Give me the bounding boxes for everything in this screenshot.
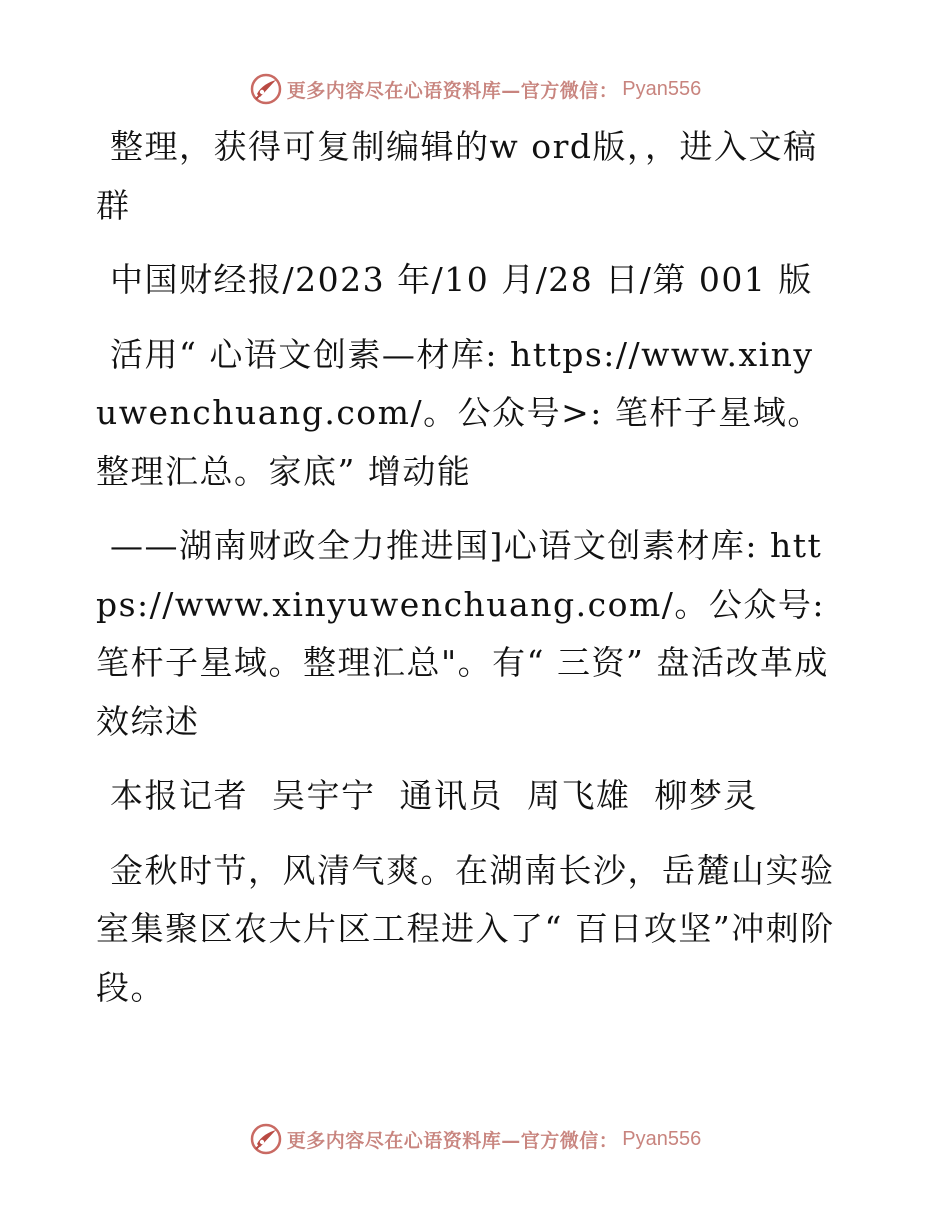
watermark-text: 更多内容尽在心语资料库—官方微信： <box>286 79 619 102</box>
pen-logo-icon <box>249 1122 283 1156</box>
footer-watermark <box>0 1122 950 1156</box>
header-watermark <box>0 72 950 106</box>
pen-logo-icon <box>249 72 283 106</box>
paragraph-lead: 金秋时节，风清气爽。在湖南长沙，岳麓山实验室集聚区农大片区工程进入了“ 百日攻坚”冲刺阶段。 <box>96 850 835 1007</box>
watermark-wechat-id: Pyan556 <box>622 1127 702 1150</box>
paragraph-subheadline: ——湖南财政全力推进国]心语文创素材库: https://www.xinyuwenchuang.com/。公众号: 笔杆子星域。整理汇总"。有“ 三资” 盘活改革成效综述 <box>96 526 837 741</box>
watermark-text: 更多内容尽在心语资料库—官方微信： <box>286 1129 619 1152</box>
paragraph-source-line: 中国财经报/2023 年/10 月/28 日/第 001 版 <box>110 260 813 299</box>
paragraph-headline: 活用“ 心语文创素—材库: https://www.xinyuwenchuang.com/。公众号>: 笔杆子星域。整理汇总。家底” 增动能 <box>96 334 822 491</box>
paragraph-intro: 整理，获得可复制编辑的w ord版，，进入文稿群 <box>96 127 818 225</box>
watermark-wechat-id: Pyan556 <box>622 77 702 100</box>
document-body <box>96 118 836 1033</box>
paragraph-byline: 本报记者 吴宇宁 通讯员 周飞雄 柳梦灵 <box>110 776 758 815</box>
